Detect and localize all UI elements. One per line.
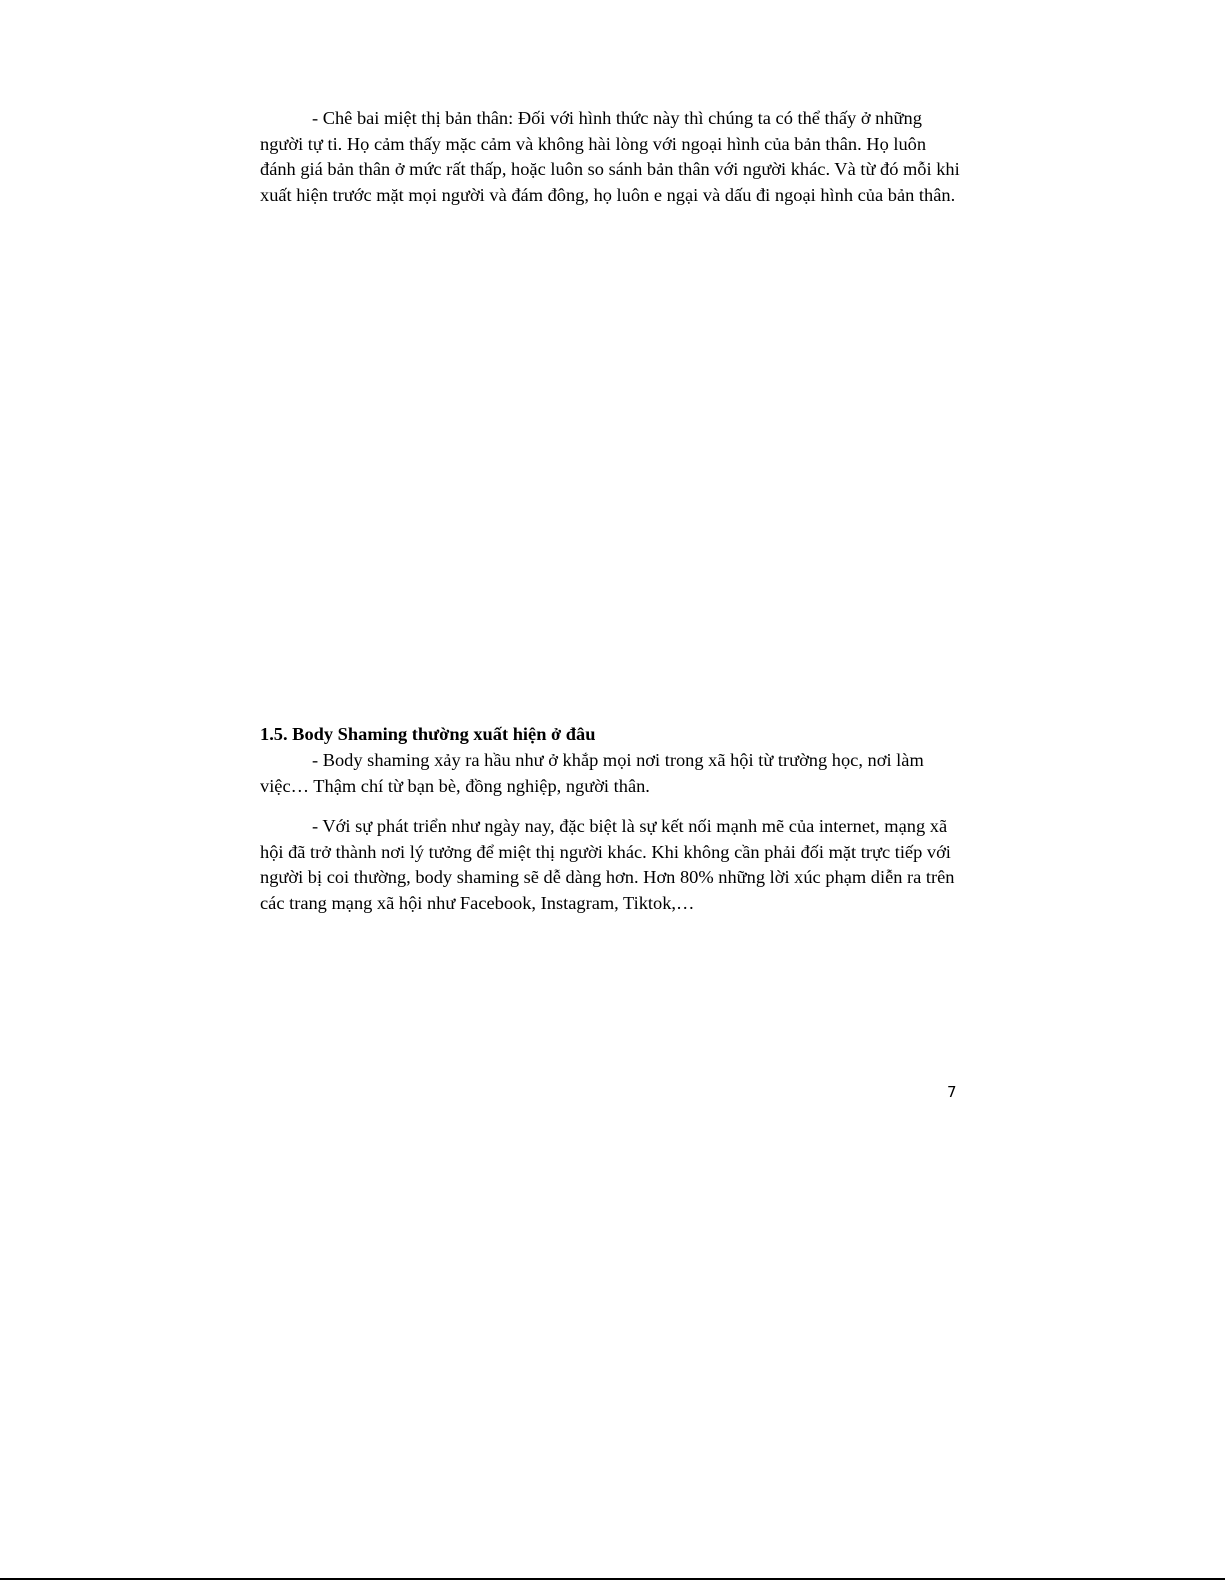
paragraph-social-media: - Với sự phát triển như ngày nay, đặc biệt là sự kết nối mạnh mẽ của internet, mạng xã hội đã trở thành nơi lý tưởng để miệt thị người khác. Khi không cần phải đối mặt trực tiếp với người bị coi thường, body shaming sẽ dễ dàng hơn. Hơn 80% những lời xúc phạm diễn ra trên các trang mạng xã hội như Facebook, Instagram, Tiktok,… — [260, 816, 955, 913]
paragraph-where-it-happens: - Body shaming xảy ra hầu như ở khắp mọi nơi trong xã hội từ trường học, nơi làm việc… Thậm chí từ bạn bè, đồng nghiệp, người thân. — [260, 750, 924, 796]
page-bottom-border — [0, 1578, 1225, 1580]
paragraph-self-shaming: - Chê bai miệt thị bản thân: Đối với hình thức này thì chúng ta có thể thấy ở những người tự ti. Họ cảm thấy mặc cảm và không hài lòng với ngoại hình của bản thân. Họ luôn đánh giá bản thân ở mức rất thấp, hoặc luôn so sánh bản thân với người khác. Và từ đó mỗi khi xuất hiện trước mặt mọi người và đám đông, họ luôn e ngại và dấu đi ngoại hình của bản thân. — [260, 108, 960, 205]
section-heading: 1.5. Body Shaming thường xuất hiện ở đâu — [260, 724, 596, 744]
page-number: 7 — [947, 1083, 957, 1101]
